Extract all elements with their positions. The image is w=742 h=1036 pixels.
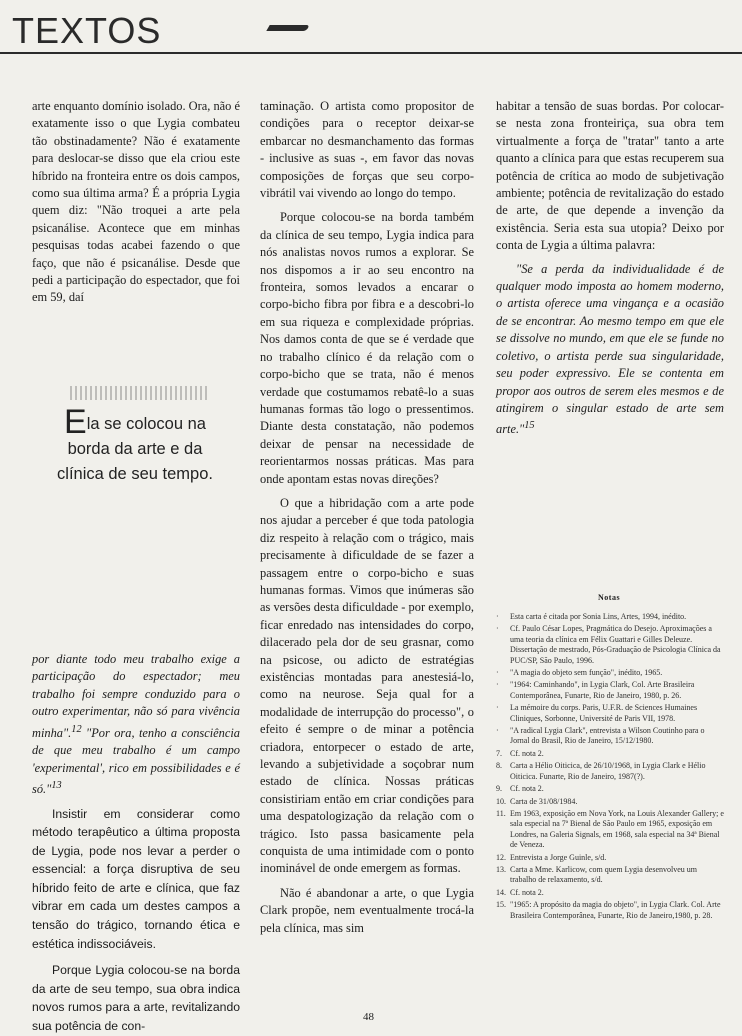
- column-1-paragraph: Porque Lygia colocou-se na borda da arte de seu tempo, sua obra indica novos rumos para a arte, revitalizando sua potência de con-: [32, 963, 240, 1034]
- note-number: 11.: [496, 808, 506, 818]
- note-number: ·: [496, 680, 499, 690]
- pull-quote-drop-cap: E: [64, 403, 87, 441]
- note-number: 9.: [496, 784, 502, 794]
- note-number: 7.: [496, 748, 502, 758]
- note-text: Em 1963, exposição em Nova York, na Louis Alexander Gallery; e sala especial na 7ª Bienal de São Paulo em 1965, exposição em Londres, na Galeria Signals, em 1968, sala especial na 34ª Bienal de Veneza.: [510, 808, 724, 850]
- pull-quote-ornament: [70, 386, 210, 400]
- note-item: [496, 888, 724, 898]
- column-3-paragraph: habitar a tensão de suas bordas. Por colocar-se nesta zona fronteiriça, sua obra tem virtualmente a força de "tratar" tanto a arte quanto a clínica para que estas recuperem sua potência de crítica ao modo de subjetivação ambiente; potência de revitalização do estado de arte, de que depende a invenção da existência. Seria esta sua utopia? Deixo por conta de Lygia a última palavra:: [496, 99, 724, 253]
- page-number: 48: [363, 1011, 374, 1023]
- note-text: Cf. nota 2.: [510, 748, 544, 758]
- note-item: [496, 784, 724, 794]
- note-number: 12.: [496, 852, 506, 862]
- note-item: [496, 761, 724, 782]
- note-number: 14.: [496, 887, 506, 897]
- closing-quote-text: "Se a perda da individualidade é de qualquer modo imposta ao homem moderno, o artista oferece uma vingança e a ocasião de se encontrar. Ao mesmo tempo em que ele se dissolve no mundo, em que ele se funde no coletivo, o artista perde sua singularidade, seu poder expressivo. Ele se contenta em propor aos outros de serem eles mesmos e de atingirem o singular estado de arte sem arte.": [496, 261, 724, 437]
- note-text: Carta de 31/08/1984.: [510, 796, 578, 806]
- note-number: ·: [496, 703, 499, 713]
- artist-quote: [32, 651, 240, 799]
- note-text: Entrevista a Jorge Guinle, s/d.: [510, 852, 607, 862]
- section-masthead: TEXTOS: [12, 10, 162, 51]
- note-text: Cf. nota 2.: [510, 784, 544, 794]
- pull-quote: [50, 403, 220, 487]
- note-text: "A radical Lygia Clark", entrevista a Wilson Coutinho para o Jornal do Brasil, Rio de Janeiro, 15/12/1980.: [510, 726, 705, 746]
- note-number: ·: [496, 668, 499, 678]
- footnote-ref-13: 13: [51, 779, 62, 791]
- note-item: [496, 749, 724, 759]
- note-item: [496, 624, 724, 666]
- note-number: ·: [496, 612, 499, 621]
- masthead-brush-mark: [266, 25, 309, 31]
- note-item: [496, 726, 724, 747]
- note-text: "1965: A propósito da magia do objeto", in Lygia Clark. Col. Arte Brasileira Contemporânea, Funarte, Rio de Janeiro,1980, p. 28.: [510, 900, 721, 920]
- footnote-ref-12: 12: [71, 723, 82, 735]
- notes-heading: Notas: [598, 593, 621, 602]
- note-text: Cf. Paulo César Lopes, Pragmática do Desejo. Aproximações a uma teoria da clínica em Félix Guattari e Gilles Deleuze. Dissertação de mestrado, Pós-Graduação de Psicologia Clínica da PUC/SP, São Paulo, 1996.: [510, 624, 721, 665]
- column-2-paragraph: Porque colocou-se na borda também da clínica de seu tempo, Lygia indica para nós analistas novos rumos a explorar. Se nos dispomos a ir ao seu encontro na fronteira, somos levados a encarar o corpo-bicho fibra por fibra e a descobri-lo em sua riqueza e complexidade próprias. Nos damos conta de que se é verdade que no trabalho clínico é da relação com o corpo-bicho que se trata, não é menos verdade que costumamos rebatê-lo a suas humanas formas tão logo o pressentimos. Diante desta constatação, não podemos deixar de pensar na necessidade de reorientarmos nossas práticas. Mas para onde apontam estas novas direções?: [260, 210, 474, 486]
- note-item: [496, 680, 724, 701]
- note-item: [496, 865, 724, 886]
- column-2-paragraph: Não é abandonar a arte, o que Lygia Clark propõe, nem eventualmente trocá-la pela clínica, mas sim: [260, 885, 474, 935]
- note-item: [496, 668, 724, 678]
- header-rule: [0, 52, 742, 54]
- column-1-paragraph: Insistir em considerar como método terapêutico a última proposta de Lygia, pode nos levar a perder o essencial: a força disruptiva de seu híbrido feito de arte e clínica, que faz vibrar em cada um destes campos a tensão do trágico, tornando ética e estética indissociáveis.: [32, 806, 240, 951]
- column-2: [260, 98, 474, 937]
- note-item: [496, 853, 724, 863]
- note-text: La mémoire du corps. Paris, U.F.R. de Sciences Humaines Cliniques, Sorbonne, Université de Paris VII, 1978.: [510, 703, 698, 723]
- notes-list: [496, 612, 724, 923]
- note-item: [496, 809, 724, 851]
- pull-quote-text: la se colocou na borda da arte e da clínica de seu tempo.: [57, 415, 213, 483]
- artist-quote-part-2: "Por ora, tenho a consciência de que meu trabalho é um campo 'experimental', rico em possibilidades e é só.": [32, 725, 240, 797]
- note-number: 8.: [496, 761, 502, 771]
- note-text: "1964: Caminhando", in Lygia Clark, Col. Arte Brasileira Contemporânea, Funarte, Rio de Janeiro, 1980, p. 26.: [510, 680, 695, 700]
- closing-quote: [496, 261, 724, 439]
- note-number: ·: [496, 624, 499, 634]
- note-text: Carta a Mme. Karlicow, com quem Lygia desenvolveu um trabalho de relaxamento, s/d.: [510, 864, 697, 885]
- note-text: "A magia do objeto sem função", inédito, 1965.: [510, 668, 663, 678]
- artist-quote-part-1: por diante todo meu trabalho exige a participação do espectador; meu trabalho foi sempre conduzido para o outro experimentar, não só para vivência minha".: [32, 652, 240, 740]
- column-1-bottom: [32, 651, 240, 1036]
- note-text: Esta carta é citada por Sonia Lins, Artes, 1994, inédito.: [510, 612, 687, 621]
- column-1-top: [32, 98, 240, 307]
- note-item: [496, 797, 724, 807]
- note-number: ·: [496, 726, 499, 736]
- note-item: [496, 612, 724, 622]
- column-3: [496, 98, 724, 439]
- note-number: 15.: [496, 900, 506, 910]
- note-text: Cf. nota 2.: [510, 887, 544, 897]
- column-2-paragraph: taminação. O artista como propositor de condições para o receptor deixar-se embarcar no desmanchamento das formas - inclusive as suas -, em favor das novas composições de forças que seu corpo-vibrátil vai vivendo ao longo do tempo.: [260, 99, 474, 201]
- note-item: [496, 703, 724, 724]
- note-item: [496, 900, 724, 921]
- column-2-paragraph: O que a hibridação com a arte pode nos ajudar a perceber é que toda patologia diz respeito à relação com o trágico, mais precisamente à dificuldade de se fazer a passagem entre o corpo-bicho e suas humanas formas. Vimos que inúmeras são as versões desta dificuldade - por exemplo, ficar enredado nas intensidades do corpo, dilacerado pela dor de seu grasnar, como na psicose, ou adicto de estratégias existências montadas para anestesiá-lo, como na neurose. Seja qual for a modalidade de interrupção do processo", o efeito é sempre o de minar a potência criadora, entorpecer o estado de arte, levando a subjetividade a soçobrar num estado de clínica. Nossas práticas consistiriam então em criar condições para uma despatologização da relação com o trágico. Isto passa basicamente pela conquista de uma intimidade com o ponto inominável de onde emergem as formas.: [260, 495, 474, 876]
- note-text: Carta a Hélio Oiticica, de 26/10/1968, in Lygia Clark e Hélio Oiticica. Funarte, Rio de Janeiro, 1987(?).: [510, 761, 706, 781]
- note-number: 10.: [496, 796, 506, 806]
- column-1-paragraph: arte enquanto domínio isolado. Ora, não é exatamente isso o que Lygia combateu tão obstinadamente? Não é exatamente para deslocar-se disso que ela criou este híbrido na fronteira entre os dois campos, como sua última arma? É a própria Lygia quem diz: "Não troquei a arte pela psicanálise. Acontece que em minhas pesquisas todas acabei fazendo o que faço, que não é psicanálise. Desde que pedi a participação do espectador, que foi em 59, daí: [32, 99, 240, 305]
- note-number: 13.: [496, 864, 506, 874]
- footnote-ref-15: 15: [524, 420, 535, 432]
